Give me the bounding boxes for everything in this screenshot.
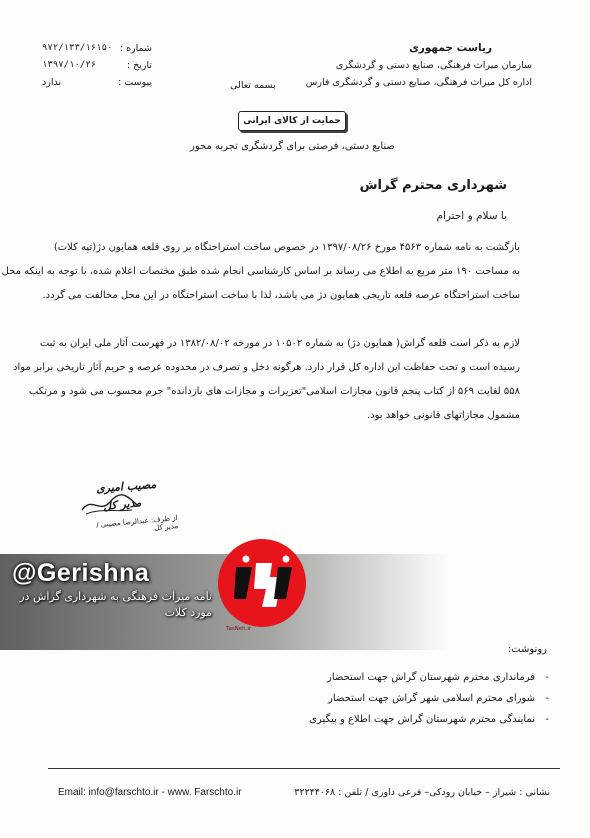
paragraph-line: بازگشت به نامه شماره ۴۵۶۳ مورخ ۱۳۹۷/۰۸/۲۶ در خصوص ساخت استراحتگاه بر روی قلعه همایون دژ(تپه کلات) — [53, 242, 520, 253]
date-row — [42, 57, 152, 74]
paragraph-line: لازم به ذکر است قلعه گراش( همایون دژ) به شماره ۱۰۵۰۲ در مورخه ۱۳۸۲/۰۸/۰۲ در فهرست آثار ملی ایران به ثبت — [39, 338, 520, 349]
channel-handle: @Gerishna — [12, 559, 150, 587]
number-row — [42, 40, 152, 57]
signature — [78, 477, 179, 550]
recipient: شهرداری محترم گراش — [359, 178, 507, 193]
support-iranian-goods-badge: حمایت از کالای ایرانی — [238, 111, 346, 131]
paragraph-line: مشمول مجازاتهای قانونی خواهد بود. — [366, 410, 520, 421]
paragraph-1 — [1, 236, 520, 308]
date-value: ۱۳۹۷/۱۰/۲۶ — [42, 60, 97, 70]
bismillah: بسمه تعالی — [230, 80, 276, 91]
letter-meta — [42, 40, 152, 91]
org-line-1: ریاست جمهوری — [409, 42, 492, 54]
signatory-note: از طرف: عبدالرضا مصیبی / مدیر کل — [95, 514, 179, 533]
attach-row — [42, 74, 152, 91]
paragraph-line: ساخت استراحتگاه عرصه قلعه تاریخی همایون دژ می باشد، لذا با ساخت استراحتگاه در این محل مخالفت می گردد. — [42, 290, 520, 301]
attach-label: پیوست : — [118, 77, 152, 88]
greeting: با سلام و احترام — [436, 210, 507, 222]
signatory-name: مصیب امیری — [95, 477, 157, 496]
paragraph-line: رسیده است و تحت حفاظت این اداره کل قرار دارد. هرگونه دخل و تصرف در محدوده عرصه و حریم آثار تاریخی برابر مواد — [13, 362, 520, 373]
attach-value: ندارد — [42, 77, 62, 88]
handicraft-slogan: صنایع دستی، فرصتی برای گردشگری تجربه محور — [190, 141, 395, 152]
paragraph-line: ۵۵۸ لغایت ۵۶۹ از کتاب پنجم قانون مجازات اسلامی"تعزیرات و مجازات های بازدانده" جرم محسوب می شود و مرتکب — [28, 386, 520, 397]
number-label: شماره : — [119, 43, 152, 54]
paragraph-2 — [13, 332, 520, 428]
footer-address: نشانی : شیراز – خیابان رودکی– فرعی داوری / تلفن : ۳۲۲۴۴۰۶۸ — [294, 787, 550, 798]
org-header — [292, 40, 532, 91]
cc-item: فرمانداری محترم شهرستان گراش جهت استحضار - — [327, 672, 535, 683]
footer-web: Email: info@farschto.ir - www. Farschto.ir — [58, 787, 242, 798]
cc-item: شورای محترم اسلامی شهر گراش جهت استحضار - — [328, 693, 535, 704]
footer-divider — [48, 768, 560, 769]
logo-caption: TasNeh.ir — [226, 626, 252, 632]
cc-item: نمایندگی محترم شهرستان گراش جهت اطلاع و پیگیری - — [309, 714, 535, 725]
tasneh-logo-icon — [216, 537, 308, 629]
date-label: تاریخ : — [126, 60, 152, 71]
org-line-3: اداره کل میراث فرهنگی، صنایع دستی و گردشگری فارس — [305, 77, 532, 88]
signatory-title: مدیر کل — [102, 496, 142, 513]
org-line-2: سازمان میراث فرهنگی، صنایع دستی و گردشگری — [335, 60, 532, 71]
number-value: ۹۷۲/۱۳۳/۱۶۱۵۰ — [42, 43, 113, 53]
overlay-caption: نامه میراث فرهنگی به شهرداری گراش در مورد کلات — [19, 590, 212, 619]
cc-title: رونوشت: — [507, 644, 547, 655]
paragraph-line: به مساحت ۱۹۰ متر مربع به اطلاع می رساند بر اساس کارشناسی انجام شده طبق مختصات اعلام شده، با توجه به اینکه محل — [1, 266, 520, 277]
